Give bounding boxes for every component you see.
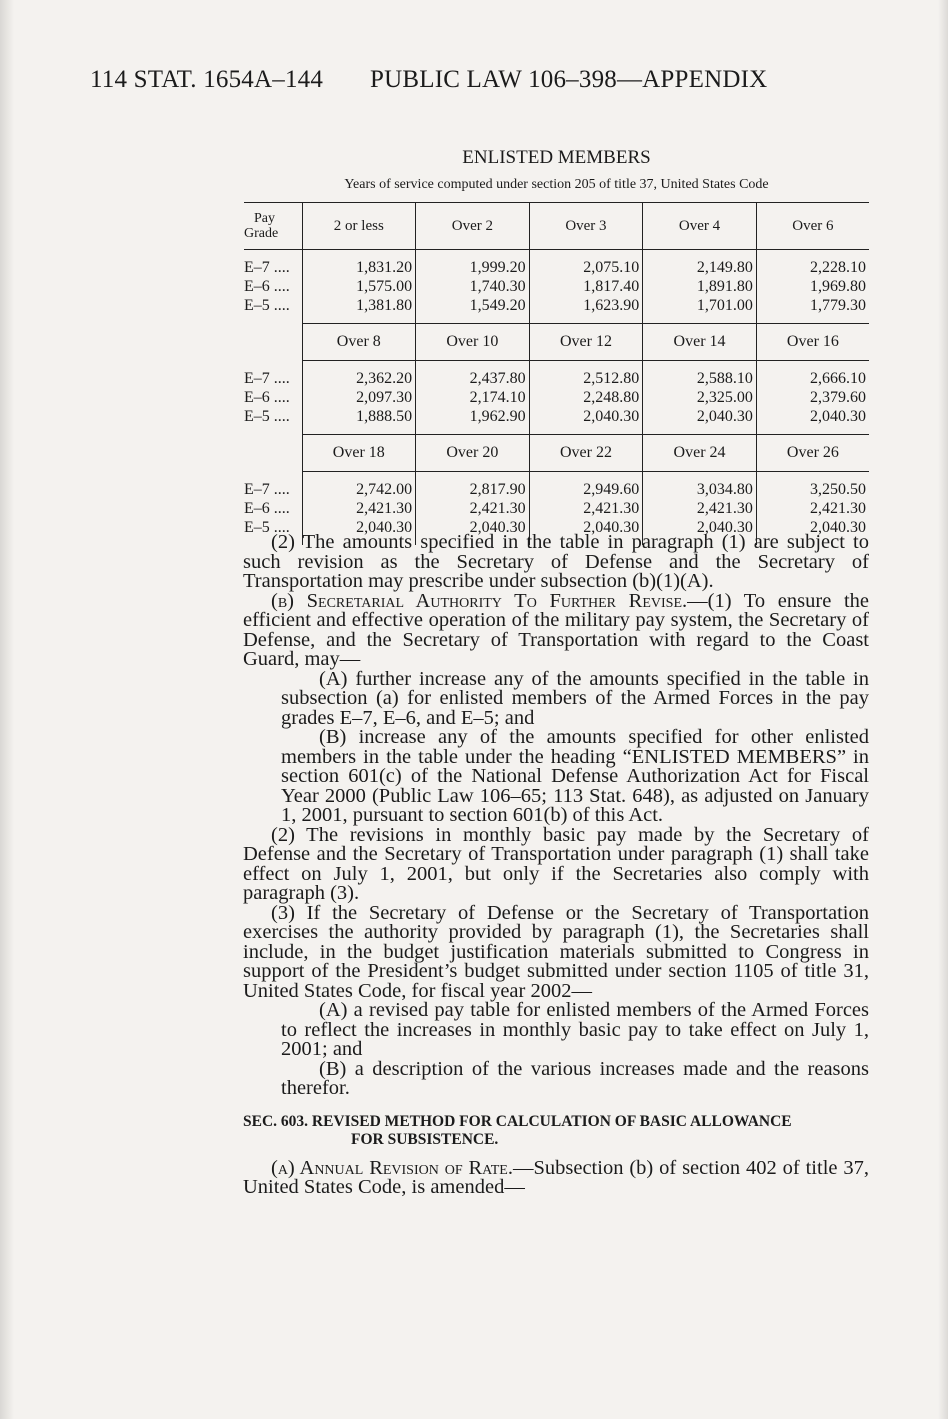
pay-grade-header (244, 203, 302, 250)
column-header: Over 24 (643, 435, 757, 472)
pay-amount-cell: 1,888.50 (302, 407, 416, 435)
section-heading-line1: SEC. 603. REVISED METHOD FOR CALCULATION OF BASIC ALLOWANCE (243, 1112, 792, 1130)
column-header: Over 10 (416, 324, 530, 361)
pay-grade-header-line2: Grade (244, 226, 279, 241)
pay-grade-cell: E–7 .... (244, 259, 290, 276)
paragraph-b1 (243, 589, 869, 670)
table-row (244, 472, 869, 500)
table-row (244, 296, 869, 324)
pay-amount-cell: 1,779.30 (756, 296, 869, 324)
section-heading-line2: FOR SUBSISTENCE. (351, 1130, 499, 1148)
column-header: Over 4 (643, 203, 757, 250)
pay-amount-cell: 1,999.20 (416, 250, 530, 278)
pay-amount-cell: 2,421.30 (529, 499, 643, 518)
pay-amount-cell: 2,362.20 (302, 361, 416, 389)
column-header: 2 or less (302, 203, 416, 250)
table-subtitle: Years of service computed under section 205 of title 37, United States Code (344, 177, 769, 192)
paragraph-sec603-a (243, 1156, 869, 1198)
public-law-title: PUBLIC LAW 106–398—APPENDIX (370, 66, 768, 93)
pay-amount-cell: 1,701.00 (643, 296, 757, 324)
table-header-row (244, 324, 869, 361)
pay-amount-cell: 2,228.10 (756, 250, 869, 278)
pay-amount-cell: 1,623.90 (529, 296, 643, 324)
pay-amount-cell: 1,740.30 (416, 277, 530, 296)
column-header: Over 22 (529, 435, 643, 472)
column-header: Over 12 (529, 324, 643, 361)
paragraph-b1A: (A) further increase any of the amounts specified in the table in subsection (a) for enlisted members of the Armed Forces in the pay grades E–7, E–6, and E–5; and (281, 667, 869, 729)
column-header: Over 18 (302, 435, 416, 472)
pay-grade-cell: E–6 .... (244, 500, 290, 517)
column-header: Over 20 (416, 435, 530, 472)
scan-edge-right (938, 0, 948, 1419)
pay-grade-cell: E–5 .... (244, 297, 290, 315)
pay-grade-cell: E–7 .... (244, 480, 290, 498)
column-header: Over 3 (529, 203, 643, 250)
subsection-b-heading: (b) Secretarial Authority To Further Revise. (271, 589, 688, 612)
table-row (244, 250, 869, 278)
column-header: Over 2 (416, 203, 530, 250)
paragraph-b3A: (A) a revised pay table for enlisted members of the Armed Forces to reflect the increases in monthly basic pay to take effect on July 1, 2001; and (281, 999, 869, 1060)
body-text (243, 533, 869, 1198)
pay-amount-cell: 2,075.10 (529, 250, 643, 278)
pay-grade-header-line1: Pay (254, 211, 275, 226)
pay-amount-cell: 1,891.80 (643, 277, 757, 296)
paragraph-b1B: (B) increase any of the amounts specified for other enlisted members in the table under the heading “ENLISTED MEMBERS” in section 601(c) of the National Defense Authorization Act for Fiscal Year 2000 (Public Law 106–65; 113 Stat. 648), as adjusted on January 1, 2001, pursuant to section 601(b) of this Act. (281, 726, 869, 826)
pay-amount-cell: 2,421.30 (302, 499, 416, 518)
pay-amount-cell: 2,421.30 (756, 499, 869, 518)
pay-amount-cell: 2,949.60 (529, 472, 643, 500)
pay-amount-cell: 2,040.30 (756, 407, 869, 435)
pay-grade-cell: E–6 .... (244, 278, 290, 295)
pay-amount-cell: 2,379.60 (756, 388, 869, 407)
table-row (244, 499, 869, 518)
pay-amount-cell: 1,575.00 (302, 277, 416, 296)
section-603-heading (243, 1113, 869, 1149)
pay-amount-cell: 1,549.20 (416, 296, 530, 324)
pay-amount-cell: 2,040.30 (529, 407, 643, 435)
pay-amount-cell: 2,588.10 (643, 361, 757, 389)
paragraph-a2: (2) The amounts specified in the table in paragraph (1) are subject to such revision as the Secretary of Defense and the Secretary of Transportation may prescribe under subsection (b)(1)(A). (243, 531, 869, 592)
table-row (244, 407, 869, 435)
pay-amount-cell: 2,666.10 (756, 361, 869, 389)
pay-amount-cell: 1,817.40 (529, 277, 643, 296)
pay-amount-cell: 1,381.80 (302, 296, 416, 324)
sec603-a-body: —Subsection (b) of section 402 of title 37, United States Code, is amended— (243, 1156, 869, 1198)
pay-amount-cell: 2,040.30 (529, 518, 643, 545)
table-header-row (244, 435, 869, 472)
pay-grade-cell: E–7 .... (244, 369, 290, 387)
pay-amount-cell: 2,248.80 (529, 388, 643, 407)
pay-amount-cell: 2,817.90 (416, 472, 530, 500)
pay-amount-cell: 2,325.00 (643, 388, 757, 407)
pay-grade-cell: E–6 .... (244, 389, 290, 406)
column-header: Over 6 (756, 203, 869, 250)
paragraph-b2: (2) The revisions in monthly basic pay made by the Secretary of Defense and the Secretary of Transportation under paragraph (1) shall take effect on July 1, 2001, but only if the Secretaries also comply with paragraph (3). (243, 823, 869, 904)
sec603-a-heading: (a) Annual Revision of Rate. (271, 1156, 513, 1179)
table-header-row (244, 203, 869, 250)
grade-header-blank (244, 435, 302, 472)
pay-amount-cell: 2,421.30 (643, 499, 757, 518)
pay-grade-cell: E–5 .... (244, 408, 290, 426)
grade-header-blank (244, 324, 302, 361)
pay-amount-cell: 2,149.80 (643, 250, 757, 278)
pay-amount-cell: 2,097.30 (302, 388, 416, 407)
page-header (90, 66, 768, 94)
pay-amount-cell: 2,040.30 (643, 407, 757, 435)
pay-amount-cell: 2,040.30 (416, 518, 530, 545)
pay-amount-cell: 2,437.80 (416, 361, 530, 389)
pay-table (244, 202, 869, 545)
pay-amount-cell: 2,040.30 (756, 518, 869, 545)
column-header: Over 26 (756, 435, 869, 472)
paragraph-b3: (3) If the Secretary of Defense or the Secretary of Transportation exercises the authority provided by paragraph (1), the Secretaries shall include, in the budget justification materials submitted to Congress in support of the President’s budget submitted under section 1105 of title 31, United States Code, for fiscal year 2002— (243, 901, 869, 1002)
column-header: Over 16 (756, 324, 869, 361)
pay-amount-cell: 3,034.80 (643, 472, 757, 500)
table-row (244, 361, 869, 389)
pay-amount-cell: 1,831.20 (302, 250, 416, 278)
pay-amount-cell: 2,421.30 (416, 499, 530, 518)
column-header: Over 8 (302, 324, 416, 361)
paragraph-b3B: (B) a description of the various increases made and the reasons therefor. (281, 1057, 869, 1099)
pay-amount-cell: 2,742.00 (302, 472, 416, 500)
pay-grade-cell: E–5 .... (244, 519, 290, 536)
pay-amount-cell: 3,250.50 (756, 472, 869, 500)
scan-edge-left (0, 0, 14, 1419)
pay-amount-cell: 2,040.30 (643, 518, 757, 545)
pay-amount-cell: 1,969.80 (756, 277, 869, 296)
column-header: Over 14 (643, 324, 757, 361)
table-row (244, 388, 869, 407)
table-row (244, 277, 869, 296)
subsection-b-body: —(1) To ensure the efficient and effective operation of the military pay system, the Secretary of Defense, and the Secretary of Transportation with regard to the Coast Guard, may— (243, 589, 869, 670)
table-title: ENLISTED MEMBERS (462, 147, 651, 168)
pay-amount-cell: 1,962.90 (416, 407, 530, 435)
pay-amount-cell: 2,512.80 (529, 361, 643, 389)
pay-amount-cell: 2,040.30 (302, 518, 416, 545)
pay-amount-cell: 2,174.10 (416, 388, 530, 407)
statute-citation: 114 STAT. 1654A–144 (90, 66, 324, 93)
